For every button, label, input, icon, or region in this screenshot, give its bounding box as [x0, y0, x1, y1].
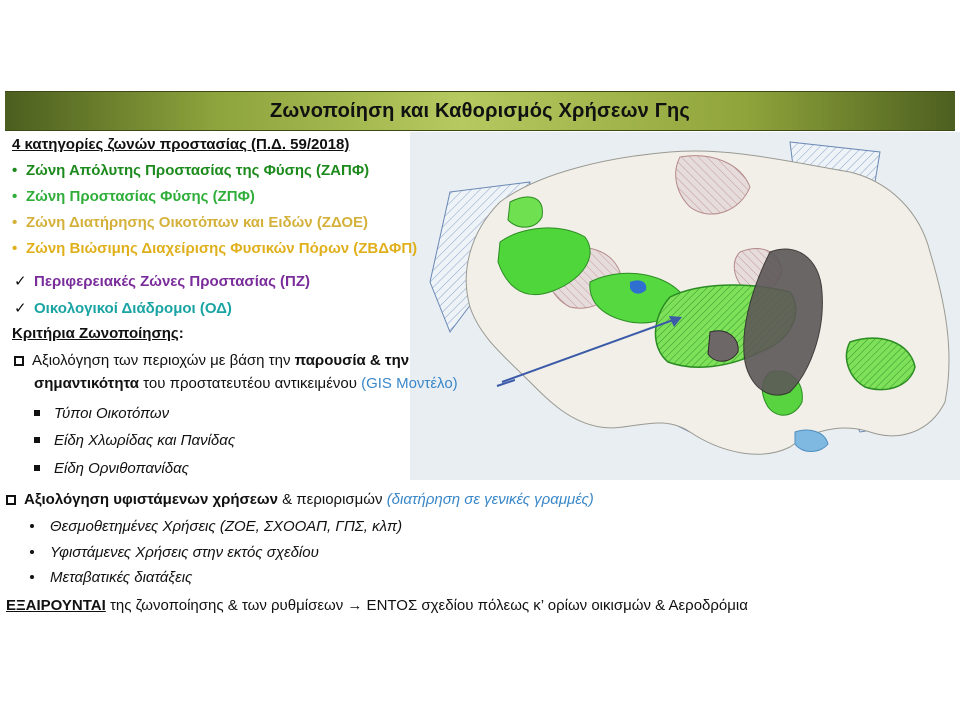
uses-bold: Αξιολόγηση υφιστάμενων χρήσεων: [24, 491, 278, 508]
uses-note: (διατήρηση σε γενικές γραμμές): [386, 491, 594, 508]
zone-item-zapf: • Ζώνη Απόλυτης Προστασίας της Φύσης (ΖΑΠΦ): [12, 162, 370, 179]
criteria-item-1: [14, 352, 409, 369]
title-banner: [5, 91, 955, 131]
zone-label-zdoe: Ζώνη Διατήρησης Οικοτόπων και Ειδών (ΖΔΟΕ): [26, 214, 369, 231]
uses-item: [6, 491, 594, 508]
check-icon: ✓: [14, 273, 27, 290]
criteria-item-1-bold2: σημαντικότητα: [34, 375, 139, 392]
right-arrow-icon: →: [347, 597, 363, 614]
extra-label-od: Οικολογικοί Διάδρομοι (ΟΔ): [34, 300, 232, 317]
uses-subitem-label: Θεσμοθετημένες Χρήσεις (ΖΟΕ, ΣΧΟΟΑΠ, ΓΠΣ, κλπ): [50, 518, 403, 535]
gis-model-label: (GIS Μοντέλο): [361, 375, 458, 392]
zone-label-zapf: Ζώνη Απόλυτης Προστασίας της Φύσης (ΖΑΠΦ): [26, 162, 370, 179]
exclusions-bold: ΕΞΑΙΡΟΥΝΤΑΙ: [6, 597, 106, 614]
exclusions-line: [6, 597, 748, 614]
criteria-item-1-cont: [34, 375, 458, 392]
criteria-subitem-birds: [34, 460, 189, 477]
uses-subitem-label: Μεταβατικές διατάξεις: [50, 569, 193, 586]
bullet-icon: [30, 550, 34, 554]
extra-label-pz: Περιφερειακές Ζώνες Προστασίας (ΠΖ): [34, 273, 311, 290]
square-bullet-icon: [34, 410, 40, 416]
square-bullet-icon: [34, 437, 40, 443]
exclusions-text2: ΕΝΤΟΣ σχεδίου πόλεως κ’ ορίων οικισμών & Αεροδρόμια: [362, 597, 748, 614]
criteria-subitem-habitats: [34, 405, 169, 422]
zoning-map: [410, 132, 960, 480]
uses-subitem-existing: [30, 544, 319, 561]
exclusions-text1: της ζωνοποίησης & των ρυθμίσεων: [105, 597, 348, 614]
criteria-heading-row: [12, 325, 184, 342]
criteria-subitem-label: Είδη Χλωρίδας και Πανίδας: [54, 432, 236, 449]
criteria-subitem-label: Είδη Ορνιθοπανίδας: [54, 460, 189, 477]
criteria-subitem-flora-fauna: [34, 432, 235, 449]
zone-label-zvdfp: Ζώνη Βιώσιμης Διαχείρισης Φυσικών Πόρων (ΖΒΔΦΠ): [26, 240, 418, 257]
zone-green-northwest: [508, 197, 542, 227]
uses-rest: & περιορισμών: [277, 491, 387, 508]
zone-item-zdoe: • Ζώνη Διατήρησης Οικοτόπων και Ειδών (ΖΔΟΕ): [12, 214, 369, 231]
page-title: Ζωνοποίηση και Καθορισμός Χρήσεων Γης: [269, 100, 691, 122]
criteria-item-1-bold: παρουσία & την: [294, 352, 410, 369]
zone-label-zpf: Ζώνη Προστασίας Φύσης (ΖΠΦ): [26, 188, 255, 205]
criteria-colon: :: [178, 325, 184, 342]
criteria-subitem-label: Τύποι Οικοτόπων: [54, 405, 170, 422]
extra-item-od: [14, 299, 232, 317]
uses-subitem-label: Υφιστάμενες Χρήσεις στην εκτός σχεδίου: [50, 544, 319, 561]
zone-item-zpf: • Ζώνη Προστασίας Φύσης (ΖΠΦ): [12, 188, 255, 205]
uses-subitem-institutional: [30, 518, 402, 535]
uses-subitem-transitional: [30, 569, 192, 586]
zone-item-zvdfp: • Ζώνη Βιώσιμης Διαχείρισης Φυσικών Πόρων (ΖΒΔΦΠ): [12, 240, 418, 257]
check-icon: ✓: [14, 300, 27, 317]
criteria-item-1-post: του προστατευτέου αντικειμένου: [139, 375, 362, 392]
checkbox-icon: [14, 356, 24, 366]
bullet-icon: [30, 524, 34, 528]
bullet-icon: [30, 575, 34, 579]
categories-heading: 4 κατηγορίες ζωνών προστασίας (Π.Δ. 59/2018): [12, 136, 350, 153]
extra-item-pz: [14, 272, 310, 290]
criteria-heading: Κριτήρια Ζωνοποίησης: [12, 325, 179, 342]
pointer-arrow-tail: [495, 378, 515, 388]
square-bullet-icon: [34, 465, 40, 471]
checkbox-icon: [6, 495, 16, 505]
criteria-item-1-text: Αξιολόγηση των περιοχών με βάση την: [32, 352, 295, 369]
